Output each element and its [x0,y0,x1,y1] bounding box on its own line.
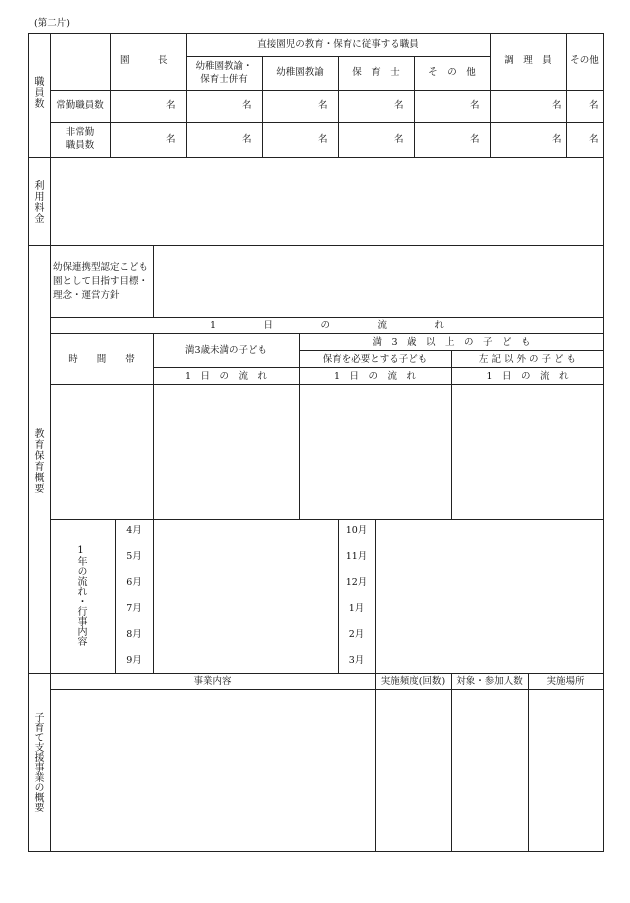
month-label: 5月 [126,551,142,562]
unit-parttime-other-direct: 名 [470,134,480,145]
events-second-half-area[interactable] [376,520,603,672]
col-content: 事業内容 [193,676,232,687]
policy-content-area[interactable] [154,246,603,316]
month-label: 11月 [345,551,368,562]
unit-parttime-cook: 名 [552,134,562,145]
sheet-label: (第二片) [34,18,70,29]
unit-fulltime-both: 名 [242,100,252,111]
unit-parttime-other: 名 [589,134,599,145]
row-fulltime-label: 常勤職員数 [56,100,104,111]
year-flow-label: 1年の流れ・行事内容 [75,545,86,646]
col-principal: 園 長 [120,55,168,66]
under3-flow-area[interactable] [154,385,298,518]
support-section-label: 子育て支援事業の概要 [32,712,43,812]
col-other: その他 [570,55,599,66]
col-direct-group: 直接園児の教育・保育に従事する職員 [257,39,419,50]
month-label: 8月 [126,629,142,640]
support-place-area[interactable] [529,690,603,850]
day-flow-under3: 1 日 の 流 れ [184,371,268,382]
col-both-line2: 保育士併有 [200,74,248,85]
support-target-area[interactable] [452,690,527,850]
unit-parttime-teacher: 名 [318,134,328,145]
col-frequency: 実施頻度(回数) [380,676,446,687]
unit-parttime-both: 名 [242,134,252,145]
events-first-half-area[interactable] [154,520,337,672]
day-flow-other: 1 日 の 流 れ [486,371,569,382]
unit-fulltime-teacher: 名 [318,100,328,111]
policy-line1: 幼保連携型認定こども [53,262,149,273]
unit-parttime-nursery: 名 [394,134,404,145]
fee-content-area[interactable] [51,158,603,244]
support-content-area[interactable] [51,690,374,850]
fee-section-label: 利用料金 [32,180,43,224]
other-children-label: 左 記 以 外 の 子 ど も [478,354,577,365]
unit-fulltime-cook: 名 [552,100,562,111]
support-frequency-area[interactable] [376,690,450,850]
month-label: 1月 [348,603,365,614]
month-label: 10月 [345,525,368,536]
row-parttime-line2: 職員数 [65,140,95,151]
col-other-direct: そ の 他 [428,67,476,78]
month-label: 4月 [126,525,142,536]
time-band-area[interactable] [51,385,152,518]
staff-section-label: 職員数 [32,76,43,109]
month-label: 7月 [126,603,142,614]
month-label: 3月 [348,655,365,666]
policy-line3: 理念・運営方針 [53,290,120,301]
unit-parttime-principal: 名 [166,134,176,145]
unit-fulltime-principal: 名 [166,100,176,111]
col-target: 対象・参加人数 [456,676,523,687]
policy-line2: 園として目指す目標・ [53,276,149,287]
other-flow-area[interactable] [452,385,603,518]
time-band-label: 時 間 帯 [68,354,135,365]
overview-section-label: 教育保育概要 [32,428,43,494]
col-both-line1: 幼稚園教諭・ [195,61,253,72]
daily-flow-header: 1 日 の 流 れ [209,320,445,331]
col-cook: 調 理 員 [504,55,552,66]
month-label: 2月 [348,629,365,640]
unit-fulltime-other-direct: 名 [470,100,480,111]
over3-label: 満 3 歳 以 上 の 子 ど も [372,337,531,348]
day-flow-need-care: 1 日 の 流 れ [333,371,417,382]
row-parttime-line1: 非常勤 [65,127,95,138]
unit-fulltime-nursery: 名 [394,100,404,111]
col-nursery: 保 育 士 [352,67,400,78]
month-label: 6月 [126,577,142,588]
month-label: 9月 [126,655,142,666]
month-label: 12月 [345,577,368,588]
need-care-label: 保育を必要とする子ども [322,354,428,365]
col-place: 実施場所 [546,676,585,687]
under3-label: 満3歳未満の子ども [184,345,268,356]
col-teacher: 幼稚園教諭 [276,67,324,78]
unit-fulltime-other: 名 [589,100,599,111]
need-care-flow-area[interactable] [300,385,450,518]
